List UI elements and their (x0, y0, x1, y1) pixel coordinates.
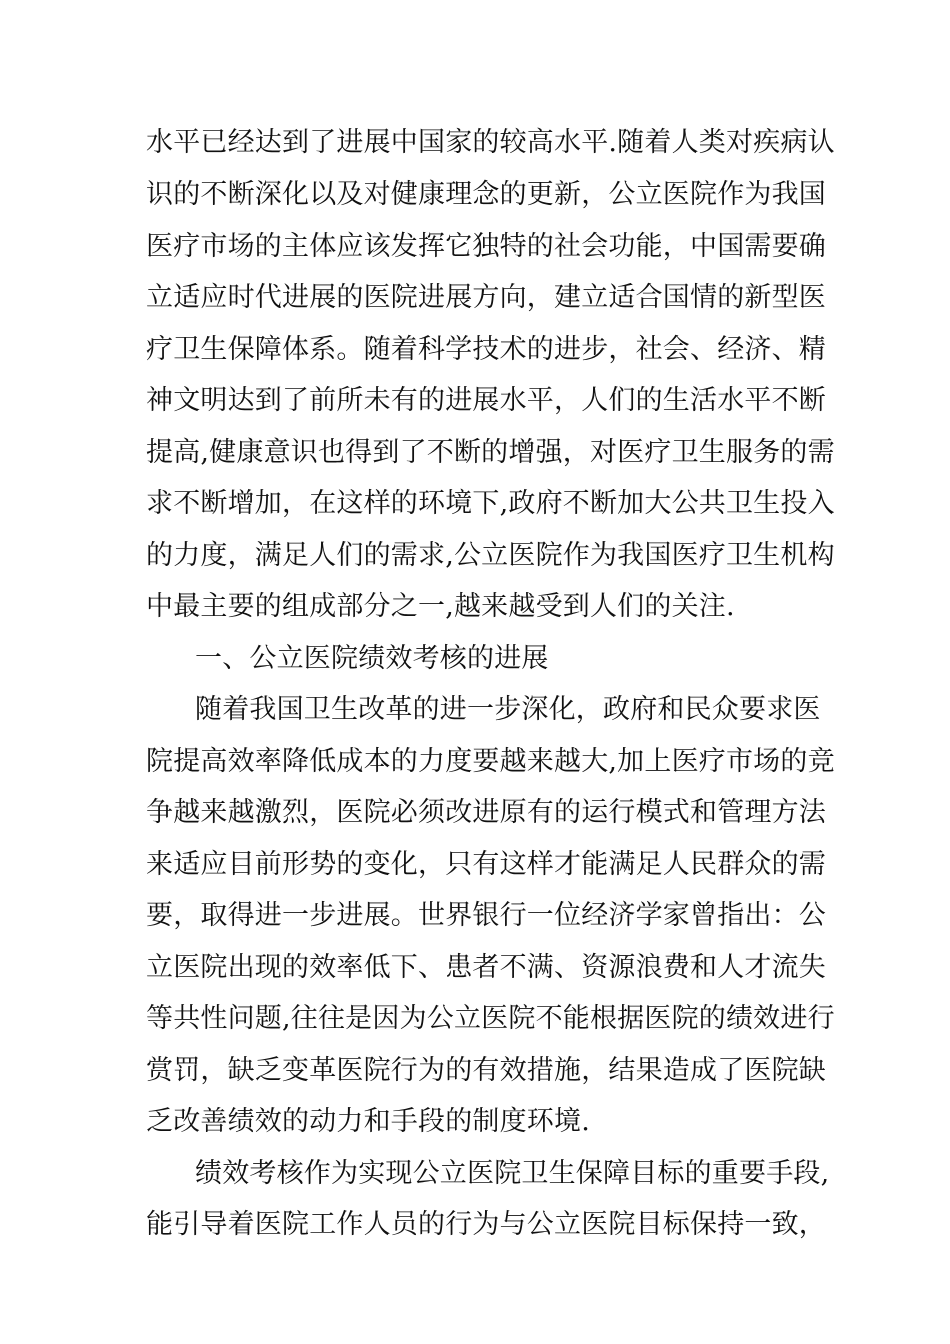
text-line: 提高,健康意识也得到了不断的增强，对医疗卫生服务的需 (146, 437, 835, 468)
text-line: 的力度，满足人们的需求,公立医院作为我国医疗卫生机构 (146, 540, 835, 571)
text-line: 赏罚，缺乏变革医院行为的有效措施，结果造成了医院缺 (146, 1055, 826, 1086)
text-line: 水平已经达到了进展中国家的较高水平.随着人类对疾病认 (146, 127, 835, 158)
text-line: 绩效考核作为实现公立医院卫生保障目标的重要手段, (195, 1158, 830, 1189)
text-line: 能引导着医院工作人员的行为与公立医院目标保持一致， (146, 1209, 826, 1240)
section-heading: 一、公立医院绩效考核的进展 (195, 643, 549, 674)
text-line: 疗卫生保障体系。随着科学技术的进步，社会、经济、精 (146, 334, 826, 365)
text-line: 随着我国卫生改革的进一步深化，政府和民众要求医 (195, 694, 821, 725)
text-line: 立医院出现的效率低下、患者不满、资源浪费和人才流失 (146, 952, 826, 983)
text-line: 院提高效率降低成本的力度要越来越大,加上医疗市场的竞 (146, 746, 835, 777)
text-line: 求不断增加，在这样的环境下,政府不断加大公共卫生投入 (146, 488, 835, 519)
text-line: 要，取得进一步进展。世界银行一位经济学家曾指出：公 (146, 900, 826, 931)
text-line: 神文明达到了前所未有的进展水平，人们的生活水平不断 (146, 385, 826, 416)
text-line: 乏改善绩效的动力和手段的制度环境. (146, 1106, 590, 1137)
text-line: 识的不断深化以及对健康理念的更新，公立医院作为我国 (146, 179, 826, 210)
text-line: 立适应时代进展的医院进展方向，建立适合国情的新型医 (146, 282, 826, 313)
text-line: 中最主要的组成部分之一,越来越受到人们的关注. (146, 591, 735, 622)
text-line: 争越来越激烈，医院必须改进原有的运行模式和管理方法 (146, 797, 826, 828)
text-line: 医疗市场的主体应该发挥它独特的社会功能，中国需要确 (146, 231, 826, 262)
text-line: 等共性问题,往往是因为公立医院不能根据医院的绩效进行 (146, 1003, 835, 1034)
text-line: 来适应目前形势的变化，只有这样才能满足人民群众的需 (146, 849, 826, 880)
